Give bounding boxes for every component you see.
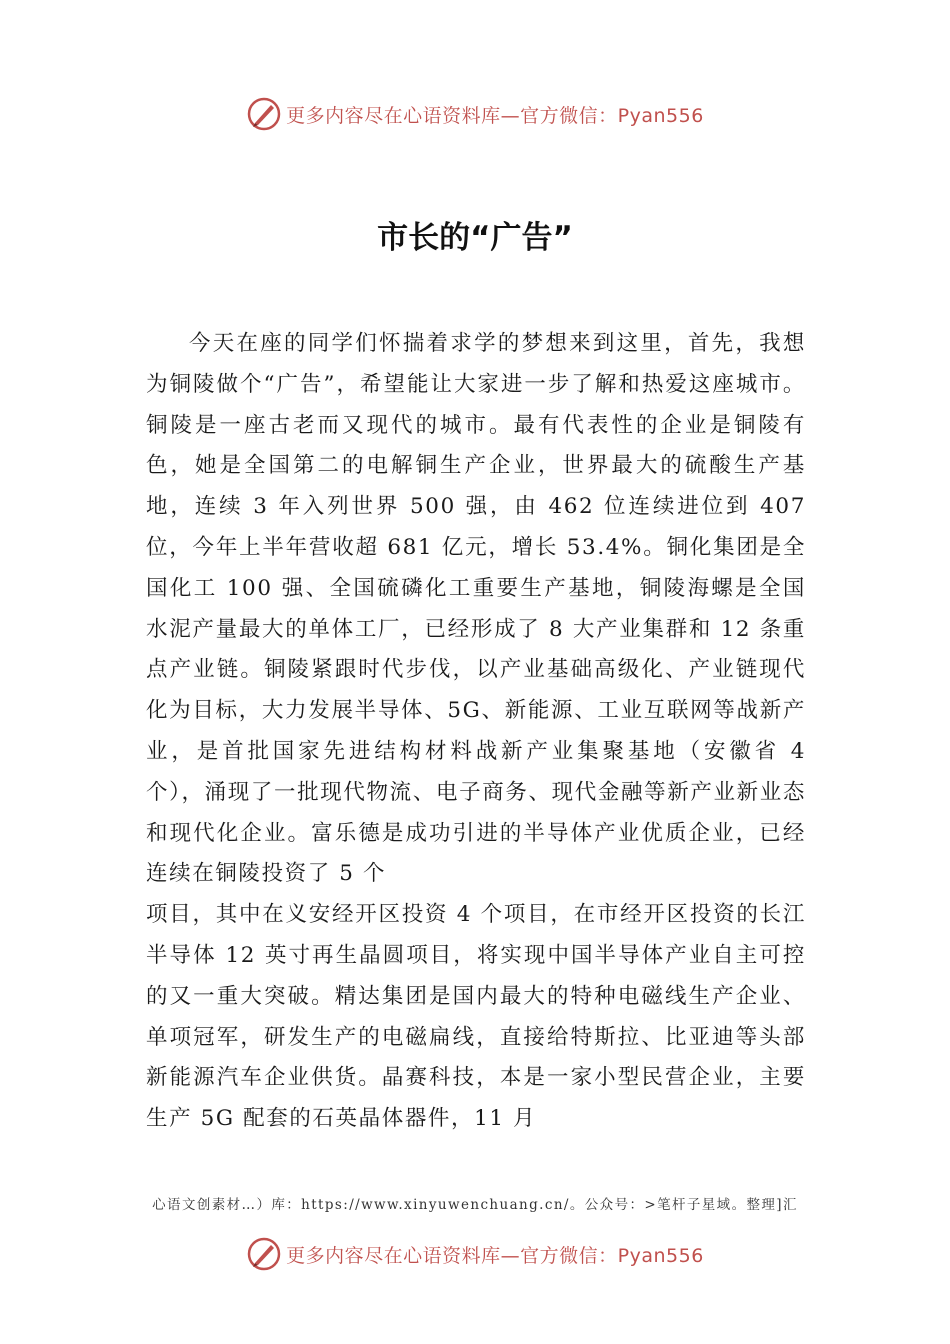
bottom-banner bbox=[0, 1232, 950, 1276]
document-body bbox=[146, 324, 806, 1140]
pen-logo-icon bbox=[246, 96, 282, 132]
header-banner bbox=[0, 92, 950, 136]
bottom-banner-text: 更多内容尽在心语资料库—官方微信：Pyan556 bbox=[286, 1244, 704, 1267]
pen-logo-icon bbox=[246, 1236, 282, 1272]
body-paragraph: 今天在座的同学们怀揣着求学的梦想来到这里，首先，我想为铜陵做个“广告”，希望能让大家进一步了解和热爱这座城市。铜陵是一座古老而又现代的城市。最有代表性的企业是铜陵有色，她是全国第二的电解铜生产企业，世界最大的硫酸生产基地，连续 3 年入列世界 500 强，由 462 位连续进位到 407 位，今年上半年营收超 681 亿元，增长 53.4%。铜化集团是全国化工 100 强、全国硫磷化工重要生产基地，铜陵海螺是全国水泥产量最大的单体工厂，已经形成了 8 大产业集群和 12 条重点产业链。铜陵紧跟时代步伐，以产业基础高级化、产业链现代化为目标，大力发展半导体、5G、新能源、工业互联网等战新产业，是首批国家先进结构材料战新产业集聚基地（安徽省 4 个），涌现了一批现代物流、电子商务、现代金融等新产业新业态和现代化企业。富乐德是成功引进的半导体产业优质企业，已经连续在铜陵投资了 5 个 bbox=[146, 331, 806, 887]
document-title: 市长的“广告” bbox=[377, 220, 573, 256]
header-banner-text: 更多内容尽在心语资料库—官方微信：Pyan556 bbox=[286, 104, 704, 127]
body-paragraph: 项目，其中在义安经开区投资 4 个项目，在市经开区投资的长江半导体 12 英寸再生晶圆项目，将实现中国半导体产业自主可控的又一重大突破。精达集团是国内最大的特种电磁线生产企业、单项冠军，研发生产的电磁扁线，直接给特斯拉、比亚迪等头部新能源汽车企业供货。晶赛科技，本是一家小型民营企业，主要生产 5G 配套的石英晶体器件，11 月 bbox=[146, 902, 806, 1132]
footer-source-line: 心语文创素材…）库：https://www.xinyuwenchuang.cn/。公众号：>笔杆子星域。整理]汇 bbox=[152, 1197, 798, 1213]
